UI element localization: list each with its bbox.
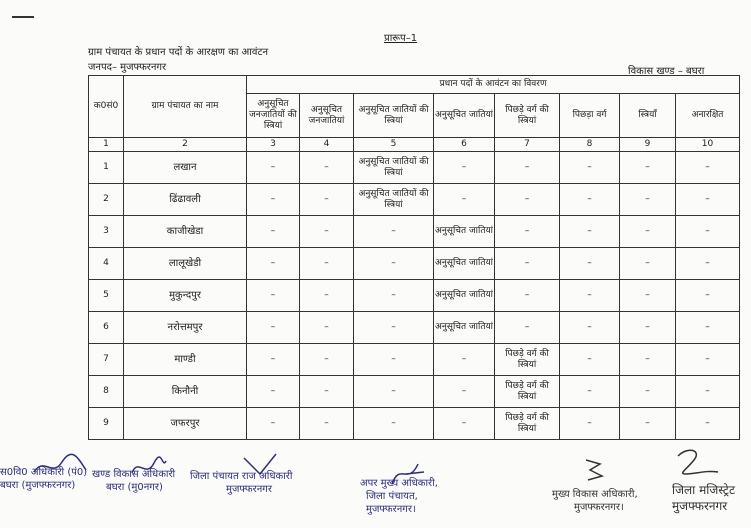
cell-sc-women: अनुसूचित जातियों की स्त्रियां — [354, 184, 434, 216]
cell-sc: अनुसूचित जातियां — [434, 216, 495, 248]
cell-sc-women: – — [354, 408, 434, 440]
cell-st-women: – — [247, 376, 300, 408]
signature-4-office: जिला पंचायत, — [366, 491, 418, 502]
cell-panchayat-name: नरोत्तमपुर — [124, 312, 247, 344]
cell-women: – — [620, 184, 676, 216]
cell-sc-women: – — [354, 344, 434, 376]
signature-6-title: जिला मजिस्ट्रेट — [672, 483, 736, 497]
cell-women: – — [620, 376, 676, 408]
reservation-table — [88, 75, 740, 440]
cell-unreserved: – — [676, 152, 740, 184]
cell-st-women: – — [247, 248, 300, 280]
table-row — [89, 248, 740, 280]
top-corner-dash — [12, 16, 34, 18]
cell-obc-women: – — [495, 216, 560, 248]
col-header-sc-women: अनुसूचित जातियों की स्त्रियां — [354, 94, 434, 138]
cell-panchayat-name: माण्डी — [124, 344, 247, 376]
col-number: 1 — [89, 138, 124, 152]
cell-women: – — [620, 408, 676, 440]
cell-sc: – — [434, 184, 495, 216]
cell-st-women: – — [247, 280, 300, 312]
signature-3-place: मुजफ्फरनगर — [226, 484, 272, 495]
col-header-st: अनुसूचित जनजातियां — [300, 94, 354, 138]
col-number: 8 — [560, 138, 620, 152]
signature-5-place: मुजफ्फरनगर। — [574, 502, 624, 513]
col-number: 3 — [247, 138, 300, 152]
cell-st: – — [300, 312, 354, 344]
cell-serial: 9 — [89, 408, 124, 440]
cell-sc-women: – — [354, 312, 434, 344]
col-header-obc: पिछड़ा वर्ग — [560, 94, 620, 138]
signature-4-title: अपर मुख्य अधिकारी, — [360, 478, 438, 489]
cell-obc: – — [560, 152, 620, 184]
cell-sc: – — [434, 152, 495, 184]
signature-6-place: मुजफ्फरनगर — [672, 499, 728, 513]
cell-obc-women: पिछड़े वर्ग की स्त्रियां — [495, 344, 560, 376]
cell-serial: 3 — [89, 216, 124, 248]
table-row — [89, 184, 740, 216]
cell-st-women: – — [247, 344, 300, 376]
cell-st-women: – — [247, 152, 300, 184]
cell-panchayat-name: लालूखेडी — [124, 248, 247, 280]
cell-serial: 2 — [89, 184, 124, 216]
signature-scribble-6 — [672, 446, 722, 478]
cell-obc: – — [560, 280, 620, 312]
cell-st-women: – — [247, 216, 300, 248]
cell-sc-women: – — [354, 248, 434, 280]
cell-panchayat-name: लखान — [124, 152, 247, 184]
signature-block-4 — [360, 477, 438, 516]
cell-st: – — [300, 248, 354, 280]
col-header-st-women: अनुसूचित जनजातियों की स्त्रियां — [247, 94, 300, 138]
cell-serial: 6 — [89, 312, 124, 344]
cell-serial: 5 — [89, 280, 124, 312]
signature-block-2 — [92, 468, 175, 494]
col-number: 9 — [620, 138, 676, 152]
cell-women: – — [620, 248, 676, 280]
cell-unreserved: – — [676, 248, 740, 280]
cell-st-women: – — [247, 312, 300, 344]
cell-unreserved: – — [676, 376, 740, 408]
cell-st: – — [300, 344, 354, 376]
cell-women: – — [620, 152, 676, 184]
col-number: 10 — [676, 138, 740, 152]
table-row — [89, 408, 740, 440]
cell-serial: 8 — [89, 376, 124, 408]
signature-4-place: मुजफ्फरनगर। — [366, 504, 416, 515]
cell-obc-women: पिछड़े वर्ग की स्त्रियां — [495, 408, 560, 440]
cell-st: – — [300, 184, 354, 216]
col-number: 7 — [495, 138, 560, 152]
cell-obc-women: – — [495, 184, 560, 216]
cell-women: – — [620, 216, 676, 248]
column-number-row — [89, 138, 740, 152]
col-number: 2 — [124, 138, 247, 152]
cell-panchayat-name: ढिंढावली — [124, 184, 247, 216]
cell-unreserved: – — [676, 184, 740, 216]
col-header-serial: क0सं0 — [89, 76, 124, 138]
signature-5-title: मुख्य विकास अधिकारी, — [552, 489, 638, 500]
cell-obc: – — [560, 216, 620, 248]
cell-st-women: – — [247, 408, 300, 440]
signature-block-5 — [552, 488, 638, 514]
cell-sc: अनुसूचित जातियां — [434, 248, 495, 280]
signature-1-title: स0वि0 अधिकारी (पं0) — [0, 467, 88, 478]
cell-obc: – — [560, 248, 620, 280]
cell-unreserved: – — [676, 280, 740, 312]
cell-st: – — [300, 376, 354, 408]
form-number: प्रारूप–1 — [384, 33, 418, 44]
cell-panchayat-name: मुकुन्दपुर — [124, 280, 247, 312]
cell-sc: – — [434, 408, 495, 440]
table-row — [89, 280, 740, 312]
signature-1-place: बघरा (मुजफ्फरनगर) — [0, 480, 76, 491]
block-label: विकास खण्ड – बघरा — [628, 66, 705, 77]
cell-sc-women: अनुसूचित जातियों की स्त्रियां — [354, 152, 434, 184]
cell-st: – — [300, 280, 354, 312]
signature-block-3 — [190, 470, 292, 496]
signature-block-1 — [0, 466, 87, 492]
cell-sc: अनुसूचित जातियां — [434, 280, 495, 312]
table-row — [89, 312, 740, 344]
cell-obc: – — [560, 312, 620, 344]
cell-unreserved: – — [676, 344, 740, 376]
group-header: प्रधान पदों के आवंटन का विवरण — [247, 76, 740, 94]
document-title: ग्राम पंचायत के प्रधान पदों के आरक्षण का आवंटन — [88, 47, 269, 58]
cell-serial: 7 — [89, 344, 124, 376]
district-label: जनपद– मुजफ्फरनगर — [88, 62, 167, 73]
cell-obc-women: – — [495, 280, 560, 312]
cell-sc: – — [434, 344, 495, 376]
cell-sc-women: – — [354, 376, 434, 408]
cell-obc: – — [560, 184, 620, 216]
cell-women: – — [620, 312, 676, 344]
cell-sc-women: – — [354, 280, 434, 312]
col-header-women: स्त्रियॉं — [620, 94, 676, 138]
cell-sc: अनुसूचित जातियां — [434, 312, 495, 344]
cell-st: – — [300, 408, 354, 440]
signature-2-place: बघरा (मु0नगर) — [106, 482, 163, 493]
cell-obc-women: – — [495, 312, 560, 344]
col-header-unreserved: अनारक्षित — [676, 94, 740, 138]
signature-block-6 — [672, 482, 735, 514]
cell-obc: – — [560, 344, 620, 376]
signature-3-title: जिला पंचायत राज अधिकारी — [190, 471, 293, 482]
col-number: 6 — [434, 138, 495, 152]
cell-panchayat-name: काजीखेडा — [124, 216, 247, 248]
cell-unreserved: – — [676, 408, 740, 440]
cell-st: – — [300, 216, 354, 248]
cell-unreserved: – — [676, 216, 740, 248]
cell-panchayat-name: किनौनी — [124, 376, 247, 408]
table-row — [89, 344, 740, 376]
signature-scribble-5 — [580, 456, 610, 482]
cell-panchayat-name: जफरपुर — [124, 408, 247, 440]
cell-sc-women: – — [354, 216, 434, 248]
cell-obc-women: – — [495, 152, 560, 184]
cell-serial: 4 — [89, 248, 124, 280]
col-header-panchayat-name: ग्राम पंचायत का नाम — [124, 76, 247, 138]
table-row — [89, 216, 740, 248]
table-row — [89, 376, 740, 408]
cell-obc: – — [560, 408, 620, 440]
cell-obc: – — [560, 376, 620, 408]
col-number: 4 — [300, 138, 354, 152]
cell-women: – — [620, 280, 676, 312]
col-header-obc-women: पिछड़े वर्ग की स्त्रियां — [495, 94, 560, 138]
cell-women: – — [620, 344, 676, 376]
cell-st: – — [300, 152, 354, 184]
table-row — [89, 152, 740, 184]
cell-obc-women: – — [495, 248, 560, 280]
cell-st-women: – — [247, 184, 300, 216]
col-header-sc: अनुसूचित जातियां — [434, 94, 495, 138]
cell-obc-women: पिछड़े वर्ग की स्त्रियां — [495, 376, 560, 408]
col-number: 5 — [354, 138, 434, 152]
cell-unreserved: – — [676, 312, 740, 344]
cell-sc: – — [434, 376, 495, 408]
table-body — [89, 152, 740, 440]
cell-serial: 1 — [89, 152, 124, 184]
signature-2-title: खण्ड विकास अधिकारी — [92, 469, 176, 480]
